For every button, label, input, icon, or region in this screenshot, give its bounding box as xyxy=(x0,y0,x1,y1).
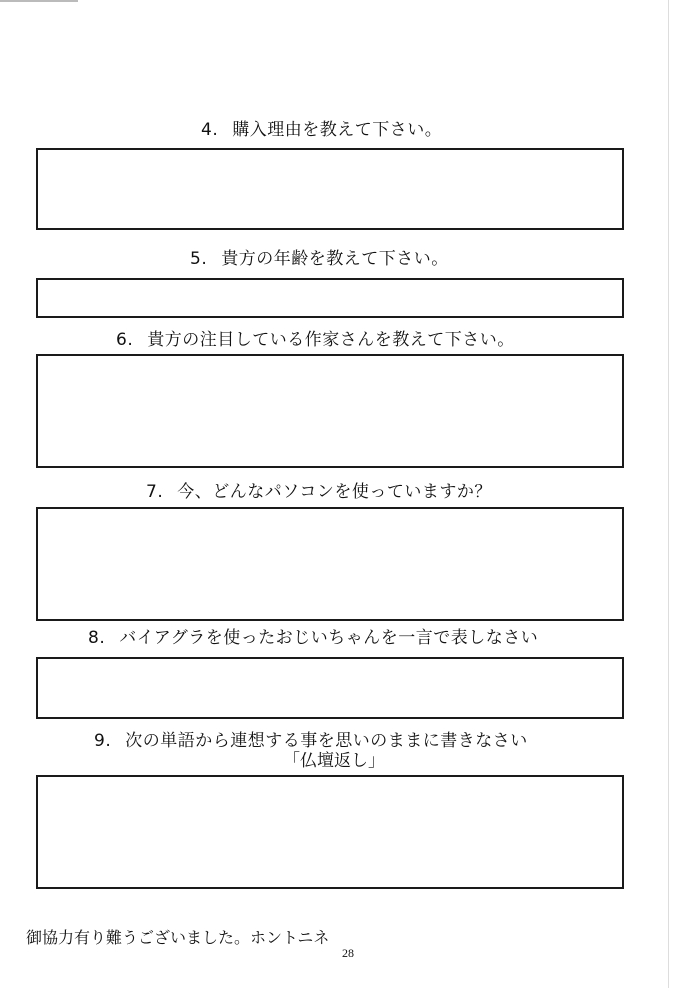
question-8 xyxy=(88,628,538,648)
question-9 xyxy=(94,731,528,751)
scan-edge-line xyxy=(668,0,669,988)
thanks-message: 御協力有り難うございました。ホントニネ xyxy=(26,928,330,947)
answer-box-4[interactable] xyxy=(36,148,624,230)
question-number: 8. xyxy=(88,628,106,648)
answer-box-9[interactable] xyxy=(36,775,624,889)
answer-box-8[interactable] xyxy=(36,657,624,719)
question-number: 4. xyxy=(201,120,219,140)
question-text: 貴方の注目している作家さんを教えて下さい。 xyxy=(147,330,515,350)
question-number: 9. xyxy=(94,731,112,751)
page-number: 28 xyxy=(342,946,354,960)
question-number: 7. xyxy=(146,482,164,502)
question-text: 購入理由を教えて下さい。 xyxy=(232,120,443,140)
question-number: 6. xyxy=(116,330,134,350)
question-number: 5. xyxy=(190,249,208,269)
question-text: 次の単語から連想する事を思いのままに書きなさい xyxy=(125,731,528,751)
question-text: 貴方の年齢を教えて下さい。 xyxy=(221,249,449,269)
question-7 xyxy=(146,482,492,502)
question-text: バイアグラを使ったおじいちゃんを一言で表しなさい xyxy=(119,628,539,648)
question-text: 今、どんなパソコンを使っていますか？ xyxy=(177,482,492,502)
question-4 xyxy=(201,120,442,140)
question-5 xyxy=(190,249,449,269)
scan-edge-mark xyxy=(0,0,78,2)
answer-box-7[interactable] xyxy=(36,507,624,621)
question-6 xyxy=(116,330,515,350)
answer-box-5[interactable] xyxy=(36,278,624,318)
answer-box-6[interactable] xyxy=(36,354,624,468)
question-9-keyword: 「仏壇返し」 xyxy=(283,751,385,771)
